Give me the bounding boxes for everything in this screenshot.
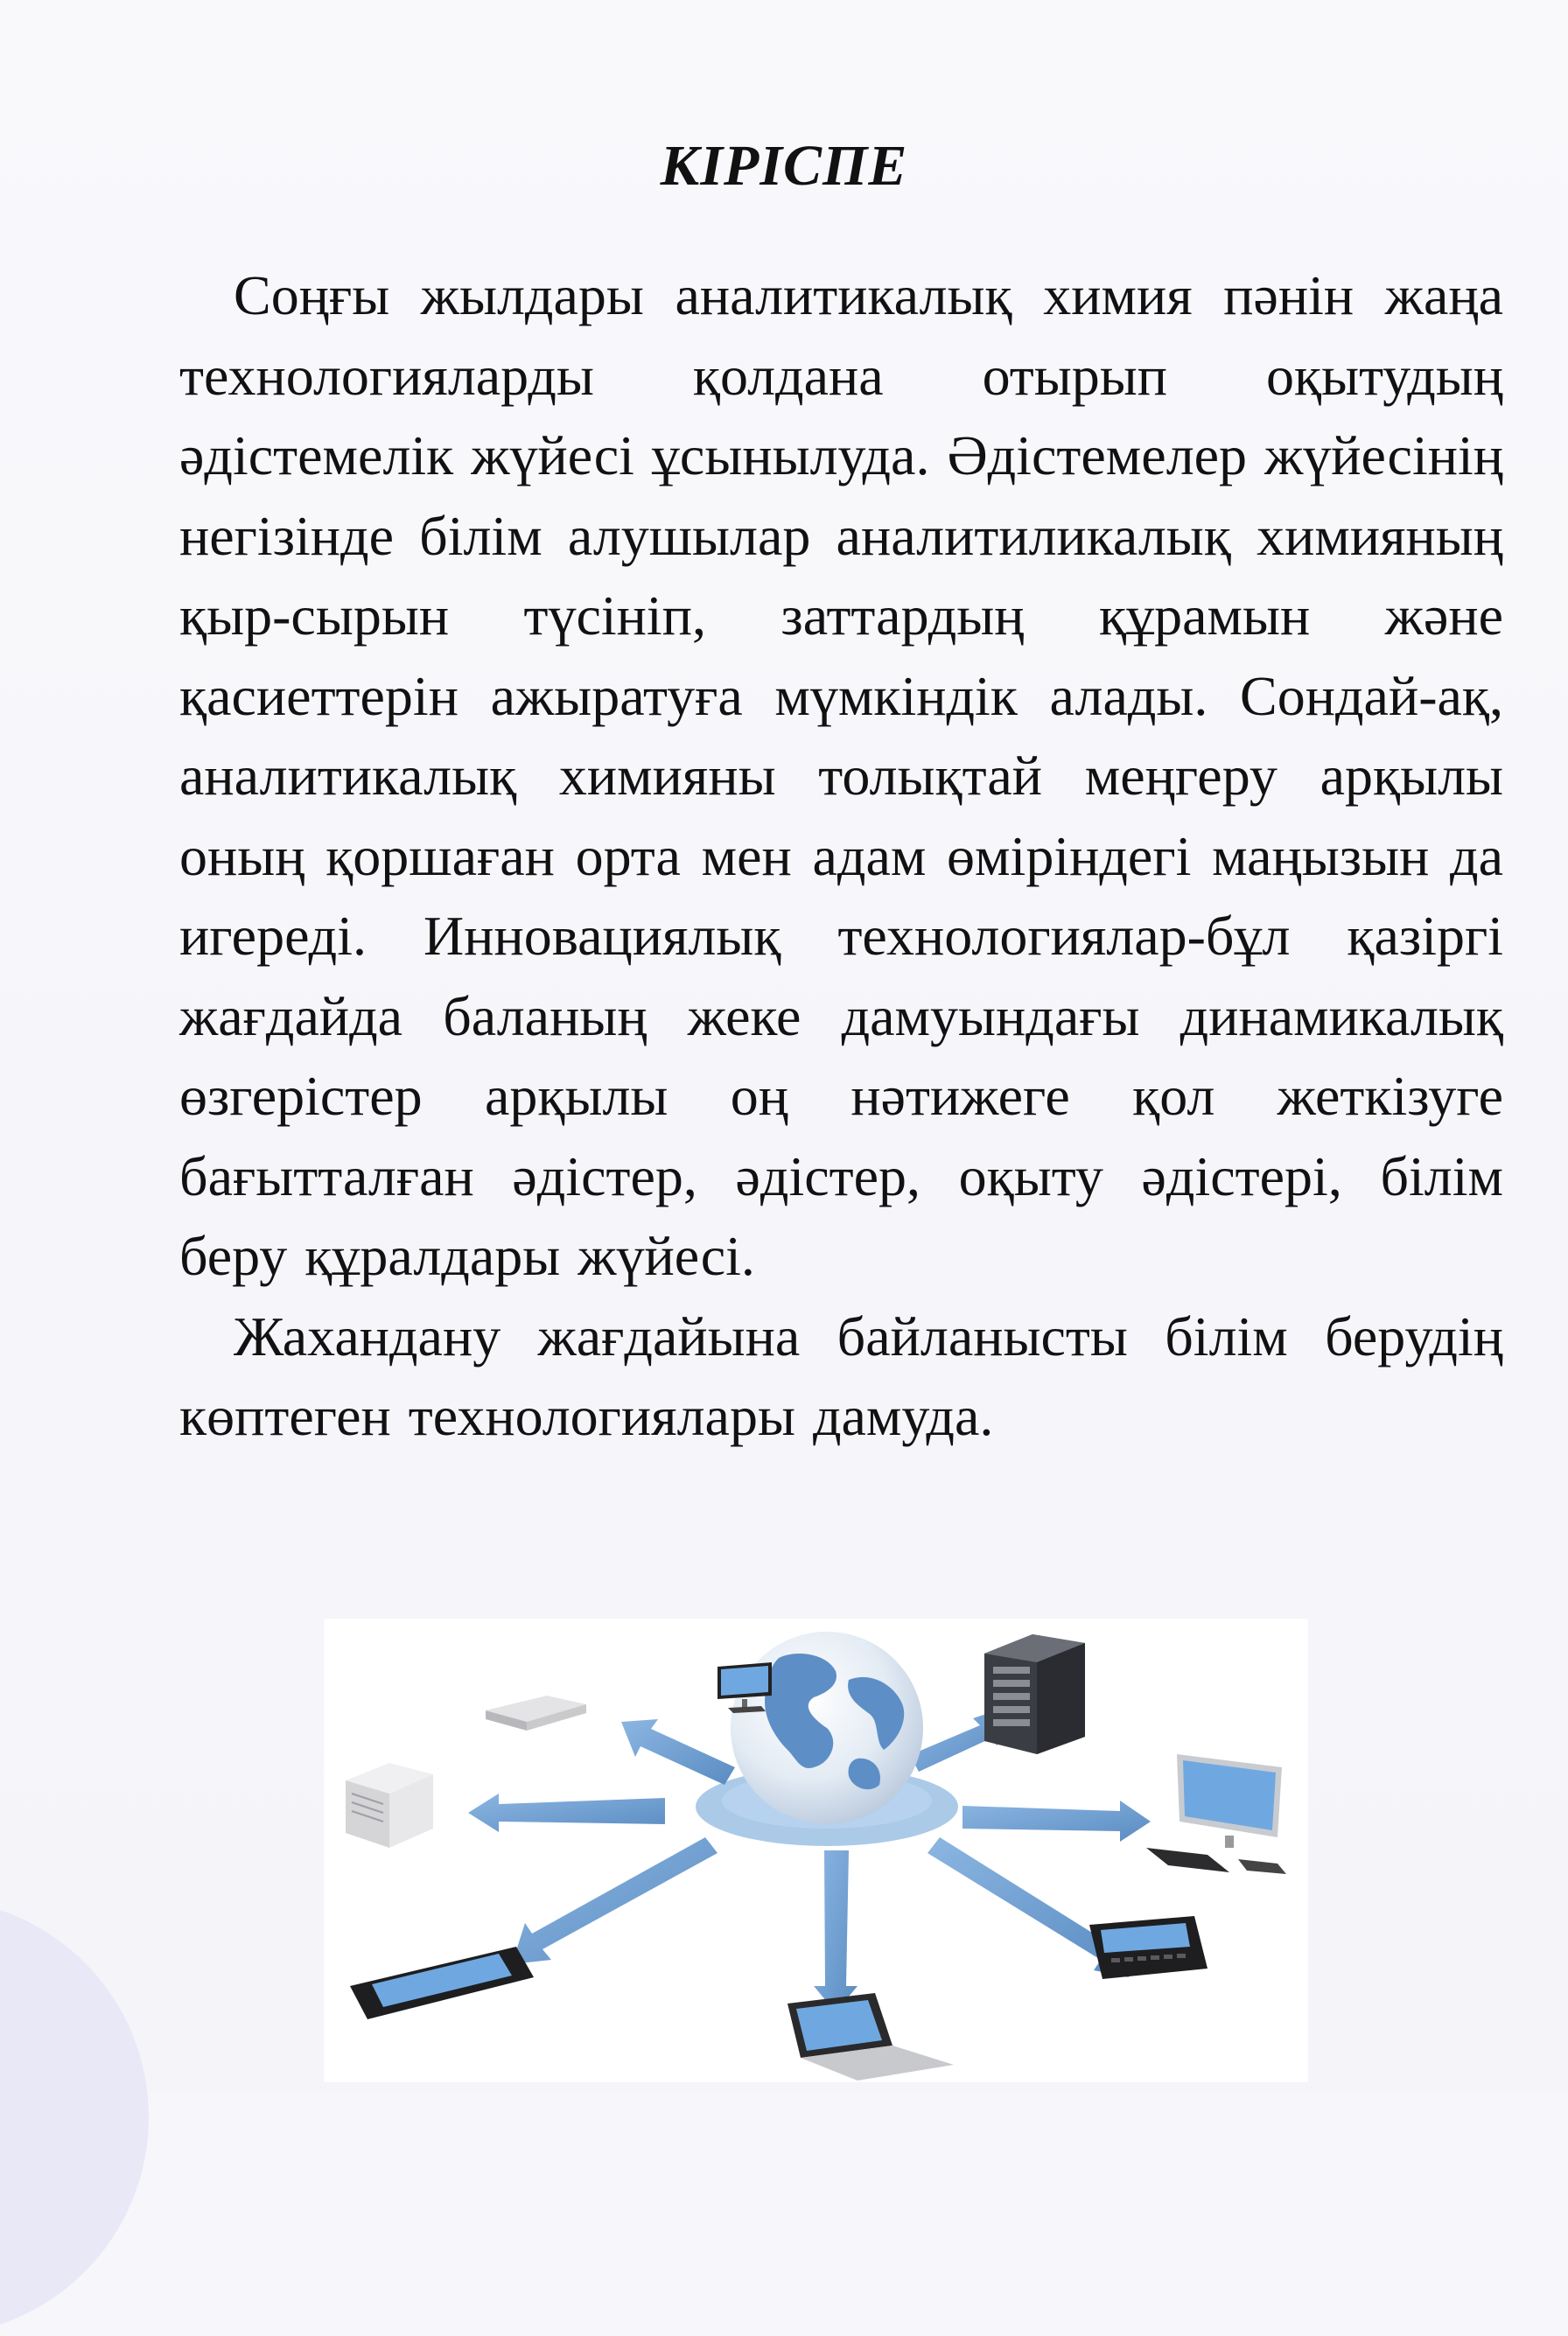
arrow-up-left — [621, 1719, 735, 1785]
server-rack-icon — [984, 1634, 1085, 1754]
arrow-down — [814, 1850, 858, 2012]
arrow-left — [468, 1794, 665, 1832]
paragraph-1: Соңғы жылдары аналитикалық химия пәнін жаңа технологияларды қолдана отырып оқытудың әдістемелік жүйесі ұсынылуда. Әдістемелер жүйесінің негізінде білім алушылар аналитиликалық химияның қыр-сырын түсініп, заттардың құрамын және қасиеттерін ажыратуға мүмкіндік алады. Сондай-ақ, аналитикалық химияны толықтай меңгеру арқылы оның қоршаған орта мен адам өміріндегі маңызын да игереді. Инновациялық технологиялар-бұл қазіргі жағдайда баланың жеке дамуындағы динамикалық өзгерістер арқылы оң нәтижеге қол жеткізуге бағытталған әдістер, әдістер, оқыту әдістері, білім беру құралдары жүйесі. — [179, 264, 1503, 1287]
globe-icon — [731, 1632, 923, 1824]
network-illustration-svg — [324, 1619, 1308, 2082]
network-box-icon — [346, 1763, 433, 1848]
router-icon — [486, 1696, 586, 1731]
network-illustration — [324, 1619, 1308, 2082]
body-text — [179, 255, 1503, 1457]
paragraph-2: Жахандану жағдайына байланысты білім берудің көптеген технологиялары дамуда. — [179, 1304, 1503, 1447]
desktop-computer-icon — [1146, 1754, 1286, 1874]
smartphone-keyboard-icon — [1089, 1916, 1208, 1979]
arrow-down-left — [512, 1837, 718, 1964]
laptop-icon — [788, 1993, 954, 2081]
page-title: КІРІСПЕ — [660, 134, 908, 198]
smartphone-icon — [350, 1947, 534, 2019]
arrow-right — [962, 1801, 1151, 1842]
